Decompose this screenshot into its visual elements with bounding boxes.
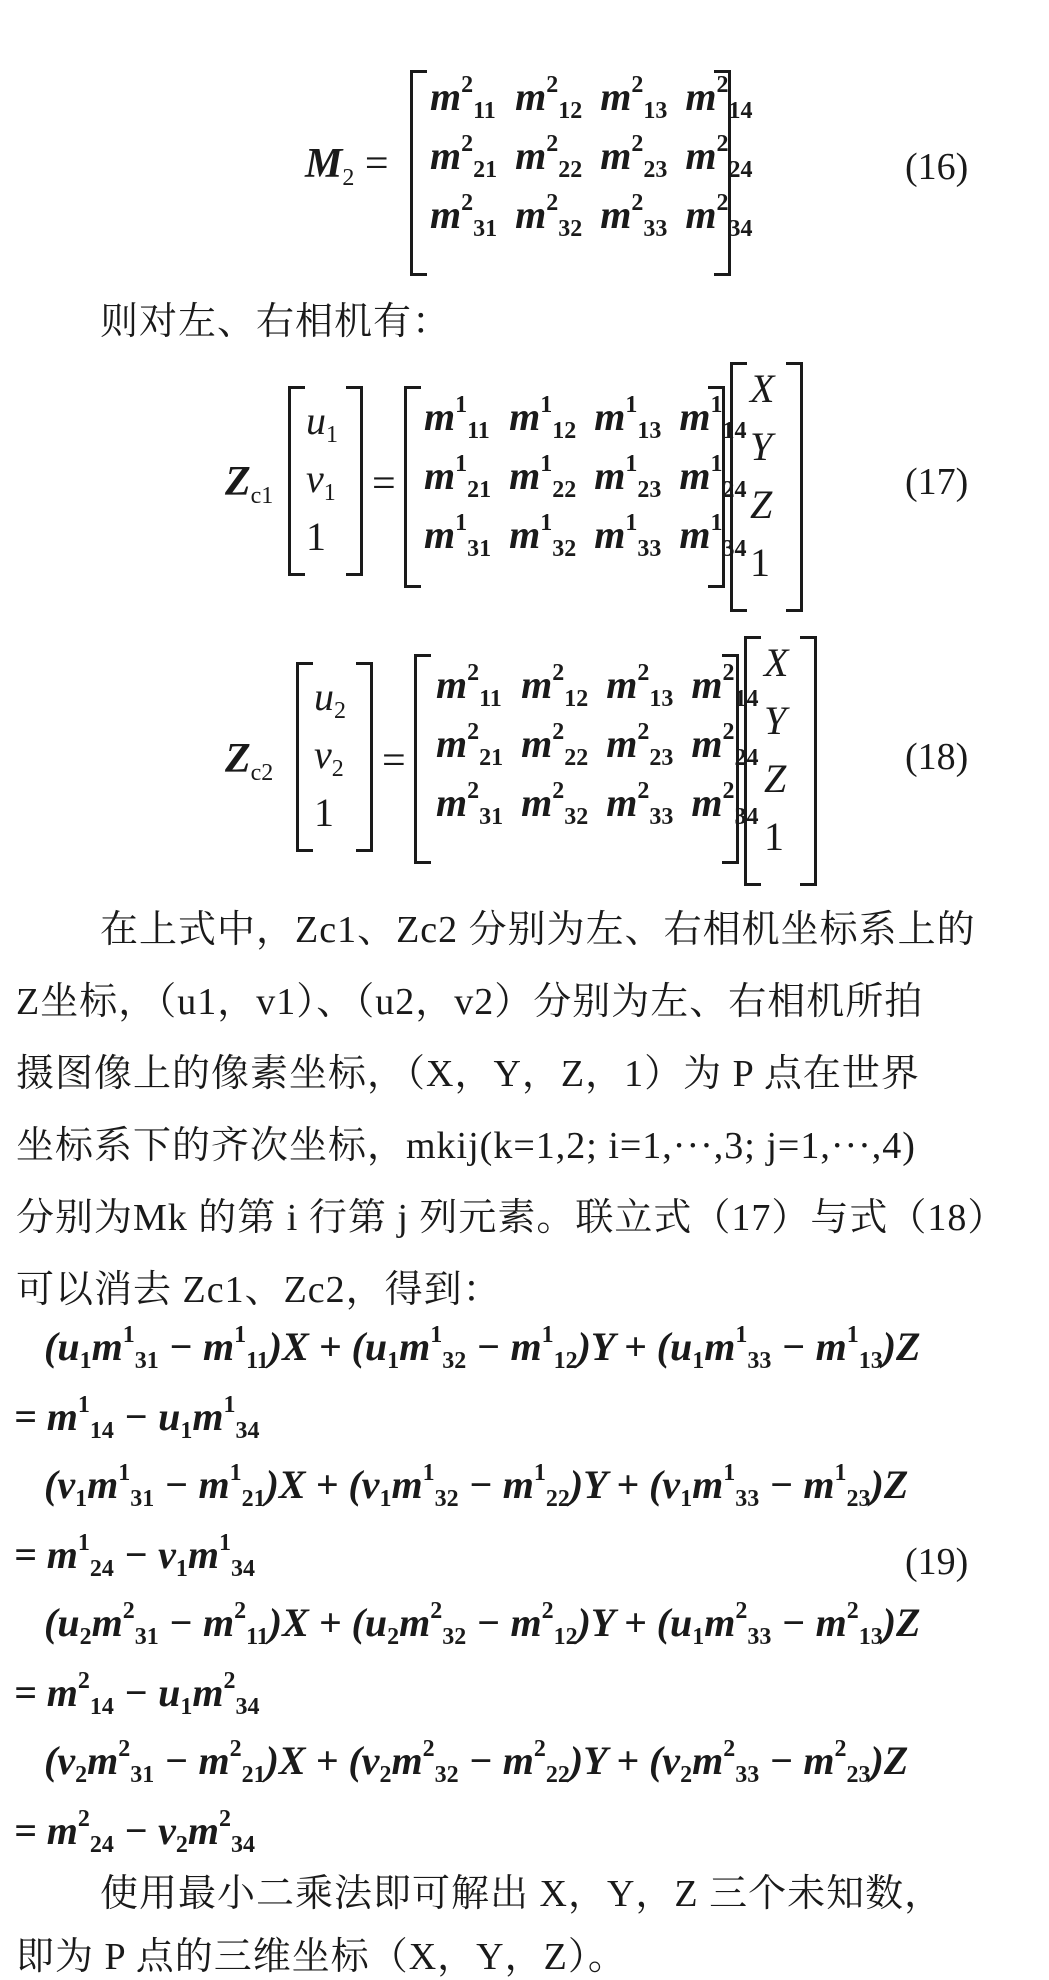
eq19-line6: = $m^2_{14} - u_1m^2_{34}$ xyxy=(14,1668,260,1720)
vector-element: $u_2$ xyxy=(314,674,346,724)
para1-line2: Z坐标，（u1，v1）、（u2，v2）分别为左、右相机所拍 xyxy=(16,981,924,1023)
vector-element: $v_2$ xyxy=(314,732,344,782)
para1-line6: 可以消去 Zc1、Zc2，得到： xyxy=(16,1269,502,1311)
vector-element: $u_1$ xyxy=(306,398,338,448)
matrix-element: $m^2_{24}$ xyxy=(691,719,759,771)
matrix-element: $m^2_{32}$ xyxy=(521,778,589,830)
world-vector xyxy=(750,360,774,592)
matrix-element: $m^1_{14}$ xyxy=(679,392,747,444)
matrix-element: $m^1_{33}$ xyxy=(594,510,662,562)
right-bracket xyxy=(786,362,803,612)
matrix-element: $m^2_{14}$ xyxy=(685,72,753,124)
matrix-element: $m^1_{32}$ xyxy=(509,510,577,562)
matrix-element: $m^1_{31}$ xyxy=(424,510,492,562)
matrix-element: $m^1_{13}$ xyxy=(594,392,662,444)
vector-element: $v_1$ xyxy=(306,456,336,506)
matrix-element: $m^2_{13}$ xyxy=(606,660,674,712)
para1-line5: 分别为Mk 的第 i 行第 j 列元素。联立式（17）与式（18） xyxy=(16,1197,1007,1239)
para2-line1: 使用最小二乘法即可解出 X，Y，Z 三个未知数， xyxy=(100,1873,944,1915)
left-bracket xyxy=(288,386,305,576)
matrix-element: $m^2_{22}$ xyxy=(515,131,583,183)
eq16-lhs: $M_2$ = xyxy=(305,141,389,191)
vector-element: Y xyxy=(750,424,773,469)
matrix-element: $m^2_{21}$ xyxy=(430,131,498,183)
matrix-element: $m^2_{34}$ xyxy=(685,190,753,242)
matrix-element: $m^2_{33}$ xyxy=(600,190,668,242)
matrix-element: $m^2_{31}$ xyxy=(436,778,504,830)
matrix-m2b xyxy=(436,660,759,831)
matrix-element: $m^2_{14}$ xyxy=(691,660,759,712)
matrix-m2 xyxy=(430,72,753,243)
vector-element: X xyxy=(764,640,789,685)
matrix-element: $m^2_{32}$ xyxy=(515,190,583,242)
eq19-line3: $(v_1m^1_{31} - m^1_{21})X + (v_1m^1_{32} - m^1_{22})Y + (v_1m^1_{33} - m^1_{23})Z$ xyxy=(44,1460,909,1512)
equals-sign: = xyxy=(372,461,396,507)
matrix-element: $m^1_{12}$ xyxy=(509,392,577,444)
matrix-element: $m^2_{11}$ xyxy=(430,72,496,124)
vector-element: 1 xyxy=(750,540,770,585)
eq18-number: (18) xyxy=(905,736,969,778)
para1-line3: 摄图像上的像素坐标，（X，Y，Z，1）为 P 点在世界 xyxy=(16,1053,920,1095)
eq19-line5: $(u_2m^2_{31} - m^2_{11})X + (u_2m^2_{32} - m^2_{12})Y + (u_1m^2_{33} - m^2_{13})Z$ xyxy=(44,1598,921,1650)
matrix-element: $m^1_{23}$ xyxy=(594,451,662,503)
eq18-zc: $Z_{c2}$ xyxy=(225,736,274,786)
equals-sign: = xyxy=(382,738,406,784)
intro-text: 则对左、右相机有： xyxy=(100,301,452,343)
eq16-number: (16) xyxy=(905,146,969,188)
para2-line2: 即为 P 点的三维坐标（X，Y，Z）。 xyxy=(16,1936,627,1978)
left-bracket xyxy=(296,662,313,852)
matrix-element: $m^2_{23}$ xyxy=(600,131,668,183)
eq19-line1: $(u_1m^1_{31} - m^1_{11})X + (u_1m^1_{32} - m^1_{12})Y + (u_1m^1_{33} - m^1_{13})Z$ xyxy=(44,1322,921,1374)
right-bracket xyxy=(708,386,725,588)
matrix-element: $m^1_{21}$ xyxy=(424,451,492,503)
matrix-element: $m^2_{12}$ xyxy=(515,72,583,124)
matrix-element: $m^2_{13}$ xyxy=(600,72,668,124)
matrix-element: $m^1_{24}$ xyxy=(679,451,747,503)
vector-element: X xyxy=(750,366,775,411)
eq19-line4: = $m^1_{24} - v_1m^1_{34}$ xyxy=(14,1530,256,1582)
left-bracket xyxy=(730,362,747,612)
matrix-element: $m^2_{21}$ xyxy=(436,719,504,771)
matrix-element: $m^2_{12}$ xyxy=(521,660,589,712)
vector-uv1 xyxy=(306,392,338,566)
matrix-element: $m^2_{31}$ xyxy=(430,190,498,242)
matrix-element: $m^2_{22}$ xyxy=(521,719,589,771)
eq19-line8: = $m^2_{24} - v_2m^2_{34}$ xyxy=(14,1806,256,1858)
eq17-number: (17) xyxy=(905,461,969,503)
world-vector xyxy=(764,634,788,866)
matrix-m1 xyxy=(424,392,747,563)
left-bracket xyxy=(404,386,421,588)
eq19-line7: $(v_2m^2_{31} - m^2_{21})X + (v_2m^2_{32} - m^2_{22})Y + (v_2m^2_{33} - m^2_{23})Z$ xyxy=(44,1736,909,1788)
right-bracket xyxy=(346,386,363,576)
right-bracket xyxy=(714,70,731,276)
eq17-zc: $Z_{c1}$ xyxy=(225,459,274,509)
vector-element: Z xyxy=(764,756,787,801)
matrix-element: $m^1_{11}$ xyxy=(424,392,490,444)
left-bracket xyxy=(414,654,431,864)
vector-element: 1 xyxy=(764,814,784,859)
matrix-element: $m^2_{24}$ xyxy=(685,131,753,183)
vector-element: 1 xyxy=(306,514,326,559)
left-bracket xyxy=(410,70,427,276)
left-bracket xyxy=(744,636,761,886)
matrix-element: $m^2_{11}$ xyxy=(436,660,502,712)
eq19-line2: = $m^1_{14} - u_1m^1_{34}$ xyxy=(14,1392,260,1444)
vector-element: Y xyxy=(764,698,787,743)
vector-element: Z xyxy=(750,482,773,527)
matrix-element: $m^1_{22}$ xyxy=(509,451,577,503)
matrix-element: $m^2_{33}$ xyxy=(606,778,674,830)
matrix-element: $m^2_{34}$ xyxy=(691,778,759,830)
vector-element: 1 xyxy=(314,790,334,835)
vector-uv2 xyxy=(314,668,346,842)
para1-line4: 坐标系下的齐次坐标，mkij(k=1,2; i=1,···,3; j=1,···,4) xyxy=(16,1125,916,1167)
right-bracket xyxy=(356,662,373,852)
right-bracket xyxy=(800,636,817,886)
matrix-element: $m^1_{34}$ xyxy=(679,510,747,562)
right-bracket xyxy=(722,654,739,864)
matrix-element: $m^2_{23}$ xyxy=(606,719,674,771)
eq19-number: (19) xyxy=(905,1541,969,1583)
para1-line1: 在上式中，Zc1、Zc2 分别为左、右相机坐标系上的 xyxy=(100,909,976,951)
